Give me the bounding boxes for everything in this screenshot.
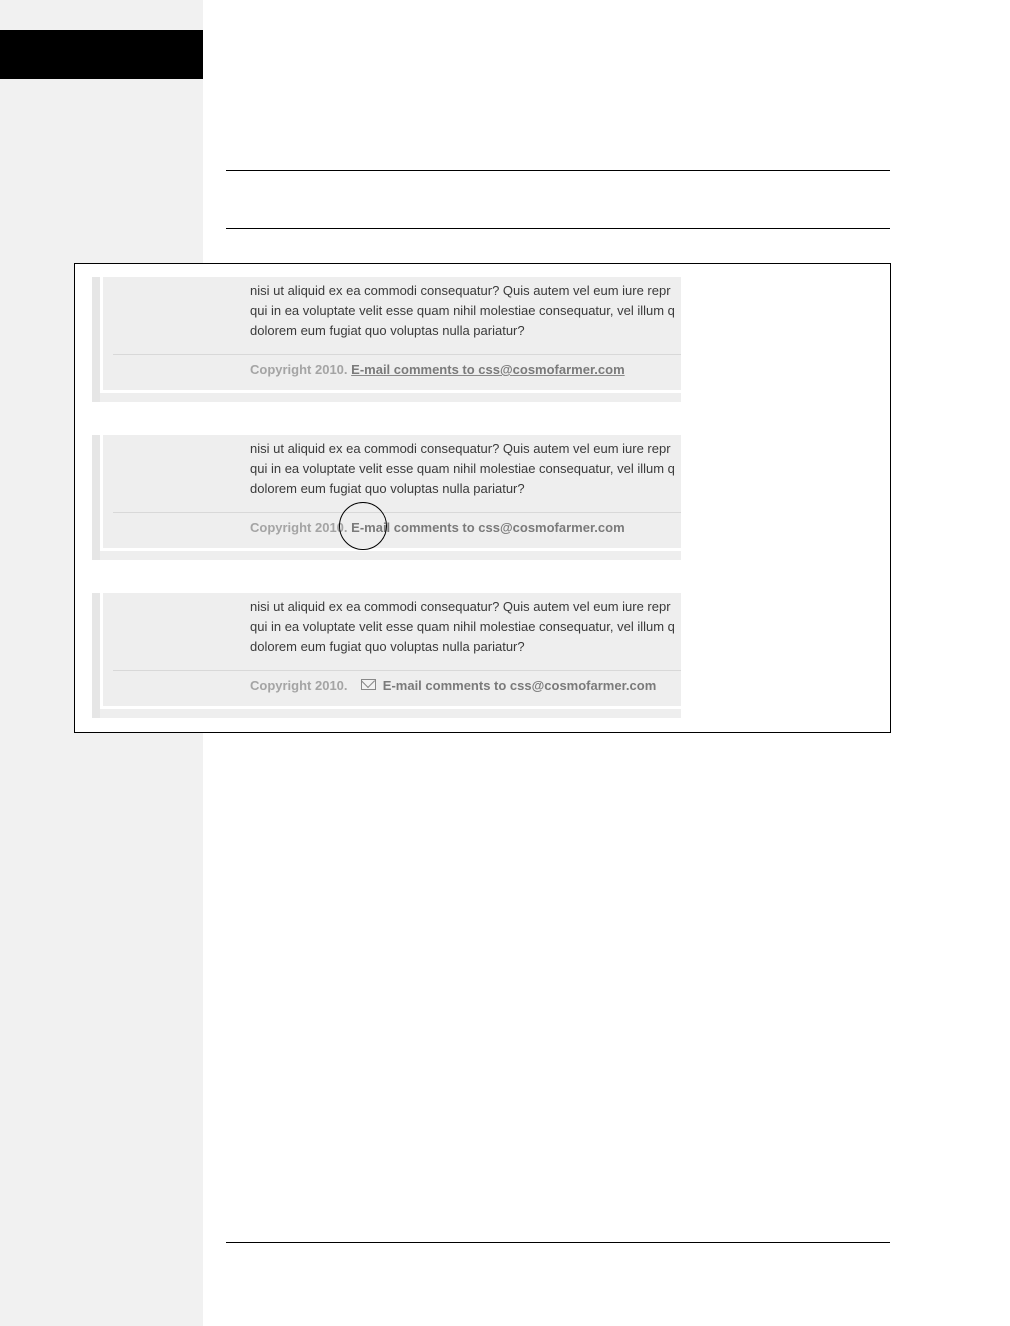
email-link[interactable]: E-mail comments to css@cosmofarmer.com (382, 678, 657, 693)
panel-bottom-border (100, 706, 681, 709)
envelope-icon (361, 679, 376, 690)
header-rule-top (226, 170, 890, 171)
panel-bottom-border (100, 390, 681, 393)
panel-inner-border (100, 593, 103, 709)
text-line: qui in ea voluptate velit esse quam nihil molestiae consequatur, vel illum q (250, 461, 675, 476)
panel-bottom-border (100, 548, 681, 551)
chapter-thumb-tab (0, 30, 203, 79)
body-paragraph (250, 281, 681, 341)
text-line: nisi ut aliquid ex ea commodi consequatur? Quis autem vel eum iure repr (250, 283, 671, 298)
text-line: qui in ea voluptate velit esse quam nihil molestiae consequatur, vel illum q (250, 303, 675, 318)
footer-example-3 (92, 593, 681, 718)
text-line: nisi ut aliquid ex ea commodi consequatur? Quis autem vel eum iure repr (250, 599, 671, 614)
email-link[interactable]: E-mail comments to css@cosmofarmer.com (351, 520, 625, 535)
footer-rule (226, 1242, 890, 1243)
panel-left-edge (92, 277, 100, 402)
page-footer (250, 678, 656, 694)
footer-example-2 (92, 435, 681, 560)
text-line: dolorem eum fugiat quo voluptas nulla pariatur? (250, 639, 525, 654)
copyright-text: Copyright 2010. (250, 678, 348, 693)
text-line: nisi ut aliquid ex ea commodi consequatur? Quis autem vel eum iure repr (250, 441, 671, 456)
header-rule-bottom (226, 228, 890, 229)
copyright-text: Copyright 2010. (250, 520, 348, 535)
footer-example-1 (92, 277, 681, 402)
page-footer (250, 520, 625, 536)
footer-divider (113, 354, 681, 355)
callout-circle (339, 502, 387, 550)
footer-divider (113, 512, 681, 513)
email-link[interactable]: E-mail comments to css@cosmofarmer.com (351, 362, 625, 377)
panel-left-edge (92, 593, 100, 718)
copyright-text: Copyright 2010. (250, 362, 348, 377)
text-line: dolorem eum fugiat quo voluptas nulla pariatur? (250, 323, 525, 338)
panel-inner-border (100, 277, 103, 393)
body-paragraph (250, 439, 681, 499)
text-line: qui in ea voluptate velit esse quam nihil molestiae consequatur, vel illum q (250, 619, 675, 634)
footer-divider (113, 670, 681, 671)
text-line: dolorem eum fugiat quo voluptas nulla pariatur? (250, 481, 525, 496)
panel-left-edge (92, 435, 100, 560)
panel-inner-border (100, 435, 103, 551)
screenshot-figure (74, 263, 891, 733)
body-paragraph (250, 597, 681, 657)
page-footer (250, 362, 625, 378)
